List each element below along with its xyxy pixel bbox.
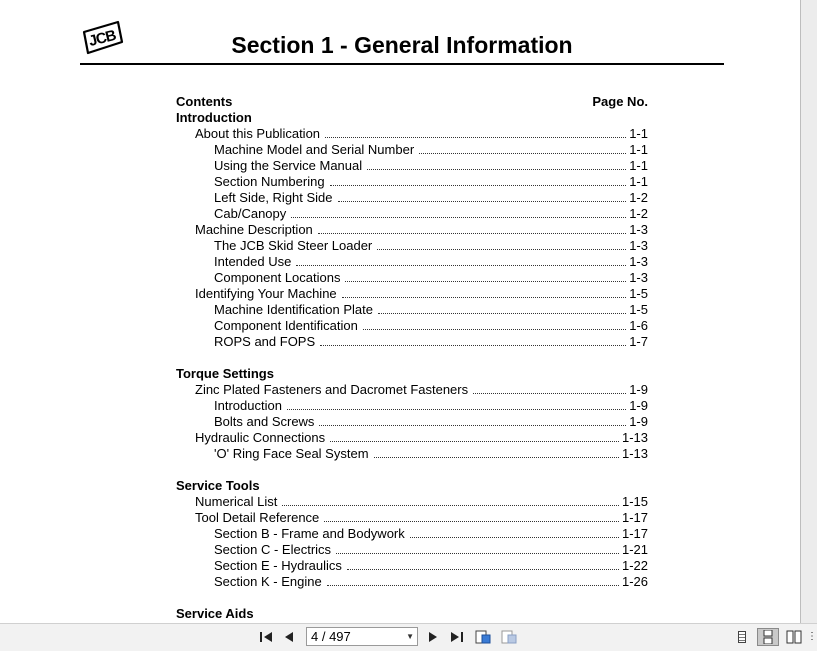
fit-width-button[interactable]	[500, 628, 518, 646]
single-page-view-button[interactable]	[733, 628, 751, 646]
toc-entry-label: Machine Model and Serial Number	[214, 142, 415, 157]
previous-page-button[interactable]	[280, 628, 298, 646]
toc-entry[interactable]	[176, 302, 648, 318]
toc-body	[176, 110, 648, 622]
toc-entry[interactable]	[176, 414, 648, 430]
single-page-view-icon	[738, 631, 746, 643]
toc-entry-label: Zinc Plated Fasteners and Dacromet Fasteners	[195, 382, 469, 397]
toc-entry[interactable]	[176, 318, 648, 334]
toc-entry-page: 1-1	[629, 126, 648, 141]
toc-leader-dots	[327, 574, 619, 586]
page-indicator: 4 / 497	[311, 629, 351, 644]
toc-entry-page: 1-1	[629, 142, 648, 157]
toc-header	[176, 94, 648, 110]
toc-leader-dots	[374, 446, 619, 458]
chevron-down-icon[interactable]: ▼	[406, 632, 414, 641]
toc-entry[interactable]	[176, 558, 648, 574]
toc-entry[interactable]	[176, 398, 648, 414]
toc-entry-page: 1-5	[629, 286, 648, 301]
toc-entry-page: 1-2	[629, 190, 648, 205]
vertical-scrollbar[interactable]	[801, 0, 817, 623]
toc-entry-page: 1-2	[629, 206, 648, 221]
toc-entry-label: Component Locations	[214, 270, 341, 285]
last-page-button[interactable]	[448, 628, 466, 646]
toc-entry[interactable]	[176, 254, 648, 270]
toc-entry-label: Machine Identification Plate	[214, 302, 373, 317]
jcb-logo-text: JCB	[86, 26, 118, 50]
toc-entry-page: 1-5	[629, 302, 648, 317]
toc-entry[interactable]	[176, 222, 648, 238]
toc-entry-label: Component Identification	[214, 318, 358, 333]
toc-entry[interactable]	[176, 430, 648, 446]
page-no-label: Page No.	[592, 94, 648, 109]
toc-entry[interactable]	[176, 510, 648, 526]
toc-entry-page: 1-9	[629, 382, 648, 397]
page-title: Section 1 - General Information	[231, 32, 573, 58]
next-page-button[interactable]	[424, 628, 442, 646]
table-of-contents	[176, 94, 648, 622]
first-page-icon	[259, 631, 273, 643]
toc-entry-label: ROPS and FOPS	[214, 334, 316, 349]
title-rule	[80, 63, 724, 65]
toc-entry-page: 1-17	[621, 510, 648, 525]
continuous-view-button[interactable]	[757, 628, 779, 646]
toc-leader-dots	[324, 510, 619, 522]
toc-entry[interactable]	[176, 142, 648, 158]
toc-entry[interactable]	[176, 174, 648, 190]
toc-leader-dots	[318, 222, 626, 234]
toc-entry-label: Tool Detail Reference	[195, 510, 320, 525]
next-page-icon	[428, 631, 438, 643]
toc-entry-label: Cab/Canopy	[214, 206, 287, 221]
toc-entry-label: Section K - Engine	[214, 574, 322, 589]
toc-leader-dots	[330, 430, 619, 442]
toc-entry-page: 1-26	[621, 574, 648, 589]
more-icon: ⋮	[807, 631, 817, 642]
continuous-view-icon	[761, 630, 775, 644]
toc-entry-label: Left Side, Right Side	[214, 190, 333, 205]
toc-leader-dots	[419, 142, 626, 154]
toc-entry-page: 1-3	[629, 270, 648, 285]
toc-entry-page: 1-13	[621, 430, 648, 445]
toc-leader-dots	[378, 302, 626, 314]
toc-entry-page: 1-9	[629, 398, 648, 413]
toc-entry[interactable]	[176, 286, 648, 302]
toc-entry-page: 1-13	[621, 446, 648, 461]
toc-leader-dots	[287, 398, 626, 410]
toc-entry[interactable]	[176, 238, 648, 254]
toc-entry-page: 1-3	[629, 222, 648, 237]
first-page-button[interactable]	[257, 628, 275, 646]
facing-pages-view-icon	[786, 630, 802, 644]
toc-entry-label: The JCB Skid Steer Loader	[214, 238, 373, 253]
viewer-toolbar	[0, 623, 817, 651]
toc-entry[interactable]	[176, 542, 648, 558]
toc-entry[interactable]	[176, 494, 648, 510]
toc-leader-dots	[367, 158, 626, 170]
more-views-button[interactable]	[808, 628, 816, 646]
toc-entry-label: Hydraulic Connections	[195, 430, 326, 445]
toc-leader-dots	[342, 286, 627, 298]
toc-entry-page: 1-6	[629, 318, 648, 333]
toc-leader-dots	[325, 126, 626, 138]
toc-leader-dots	[319, 414, 626, 426]
toc-entry-page: 1-7	[629, 334, 648, 349]
toc-entry[interactable]	[176, 574, 648, 590]
toc-leader-dots	[330, 174, 627, 186]
toc-entry-page: 1-17	[621, 526, 648, 541]
toc-entry[interactable]	[176, 270, 648, 286]
toc-leader-dots	[347, 558, 619, 570]
toc-entry-page: 1-22	[621, 558, 648, 573]
toc-leader-dots	[296, 254, 626, 266]
section-gap	[176, 462, 648, 478]
toc-section-heading: Torque Settings	[176, 366, 274, 381]
page-number-input[interactable]	[306, 627, 418, 646]
toc-entry[interactable]	[176, 446, 648, 462]
toc-entry-label: Bolts and Screws	[214, 414, 315, 429]
toc-entry[interactable]	[176, 190, 648, 206]
facing-pages-view-button[interactable]	[784, 628, 804, 646]
toc-entry-page: 1-1	[629, 158, 648, 173]
toc-section-heading: Service Aids	[176, 606, 254, 621]
fit-width-icon	[501, 630, 517, 644]
toc-entry-page: 1-9	[629, 414, 648, 429]
toc-leader-dots	[410, 526, 619, 538]
toc-entry-label: Section C - Electrics	[214, 542, 332, 557]
toc-section-heading: Introduction	[176, 110, 252, 125]
toc-entry-page: 1-15	[621, 494, 648, 509]
fit-page-button[interactable]	[474, 628, 492, 646]
toc-entry[interactable]	[176, 158, 648, 174]
toc-entry[interactable]	[176, 206, 648, 222]
toc-section-heading: Service Tools	[176, 478, 260, 493]
toc-entry-label: About this Publication	[195, 126, 321, 141]
toc-entry-label: Section Numbering	[214, 174, 325, 189]
toc-entry[interactable]	[176, 334, 648, 350]
toc-entry-page: 1-21	[621, 542, 648, 557]
toc-entry-label: Section E - Hydraulics	[214, 558, 342, 573]
section-gap	[176, 590, 648, 606]
toc-entry-page: 1-3	[629, 254, 648, 269]
toc-leader-dots	[345, 270, 626, 282]
toc-entry-label: 'O' Ring Face Seal System	[214, 446, 369, 461]
toc-entry-label: Using the Service Manual	[214, 158, 363, 173]
last-page-icon	[450, 631, 464, 643]
toc-leader-dots	[291, 206, 626, 218]
toc-entry-label: Intended Use	[214, 254, 292, 269]
toc-entry[interactable]	[176, 526, 648, 542]
section-gap	[176, 350, 648, 366]
toc-entry-label: Section B - Frame and Bodywork	[214, 526, 405, 541]
toc-leader-dots	[282, 494, 619, 506]
toc-leader-dots	[363, 318, 626, 330]
toc-entry-label: Machine Description	[195, 222, 313, 237]
toc-leader-dots	[320, 334, 626, 346]
toc-leader-dots	[338, 190, 627, 202]
toc-entry-label: Numerical List	[195, 494, 278, 509]
toc-entry[interactable]	[176, 382, 648, 398]
fit-page-icon	[475, 630, 491, 644]
toc-entry-page: 1-3	[629, 238, 648, 253]
toc-entry-label: Introduction	[214, 398, 282, 413]
toc-leader-dots	[336, 542, 619, 554]
toc-entry[interactable]	[176, 126, 648, 142]
toc-entry-page: 1-1	[629, 174, 648, 189]
contents-label: Contents	[176, 94, 233, 109]
toc-entry-label: Identifying Your Machine	[195, 286, 337, 301]
toc-leader-dots	[377, 238, 626, 250]
toc-leader-dots	[473, 382, 626, 394]
previous-page-icon	[284, 631, 294, 643]
